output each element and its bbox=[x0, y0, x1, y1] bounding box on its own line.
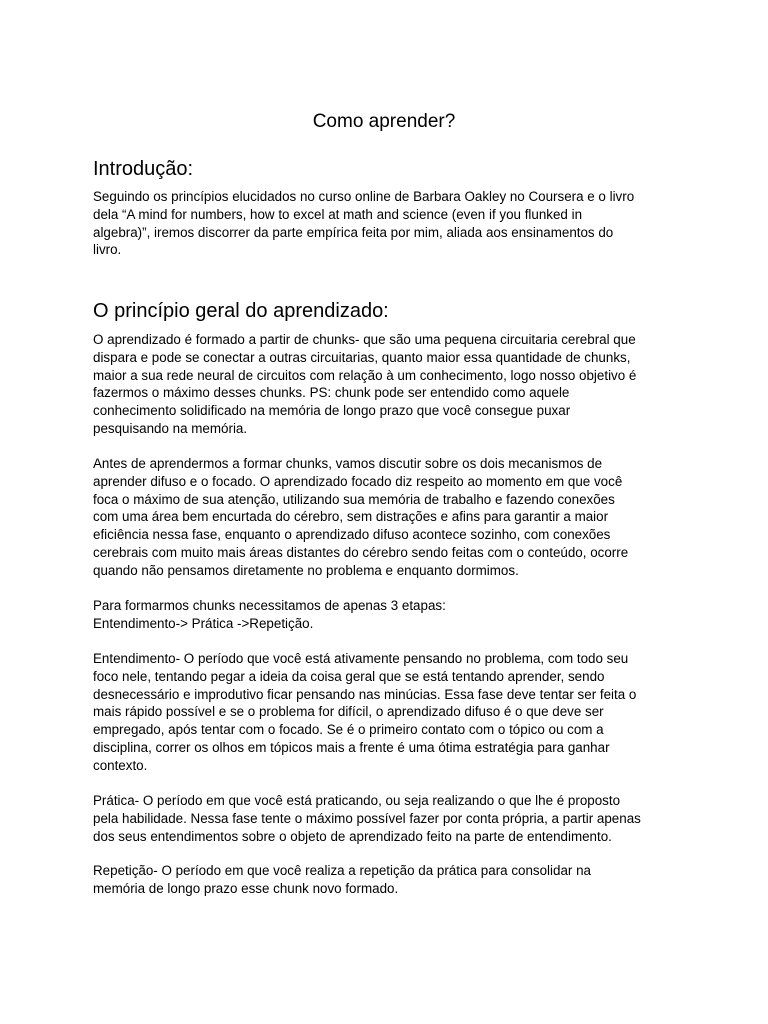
text-line: eficiência nessa fase, enquanto o aprendizado difuso acontece sozinho, com conexões bbox=[93, 527, 611, 543]
paragraph-repetition bbox=[93, 862, 683, 898]
text-line: pesquisando na memória. bbox=[93, 420, 248, 436]
text-line: mais rápido possível e se o problema for difícil, o aprendizado difuso é o que deve ser bbox=[93, 704, 604, 720]
text-line: com uma área bem encurtada do cérebro, sem distrações e afins para garantir a maior bbox=[93, 509, 609, 525]
paragraph-understanding bbox=[93, 650, 683, 775]
text-line: conhecimento solidificado na memória de longo prazo que você consegue puxar bbox=[93, 403, 571, 419]
text-line: livro. bbox=[93, 242, 122, 258]
text-line: maior a sua rede neural de circuitos com relação à um conhecimento, logo nosso objetivo é bbox=[93, 367, 637, 383]
section-heading-introduction: Introdução: bbox=[93, 158, 194, 180]
text-line: algebra)”, iremos discorrer da parte empírica feita por mim, aliada aos ensinamentos do bbox=[93, 224, 614, 240]
text-line: quando não pensamos diretamente no problema e enquanto dormimos. bbox=[93, 562, 519, 578]
text-line: dos seus entendimentos sobre o objeto de aprendizado feito na parte de entendimento. bbox=[93, 828, 612, 844]
text-line: O aprendizado é formado a partir de chunks- que são uma pequena circuitaria cerebral que bbox=[93, 332, 636, 347]
text-line: Repetição- O período em que você realiza a repetição da prática para consolidar na bbox=[93, 863, 591, 878]
text-line: dispara e pode se conectar a outras circuitarias, quanto maior essa quantidade de chunks, bbox=[93, 349, 631, 365]
text-line: fazermos o máximo desses chunks. PS: chunk pode ser entendido como aquele bbox=[93, 385, 570, 401]
document-title: Como aprender? bbox=[312, 111, 456, 132]
text-line: Prática- O período em que você está praticando, ou seja realizando o que lhe é proposto bbox=[93, 793, 621, 808]
text-line: Entendimento- O período que você está ativamente pensando no problema, com todo seu bbox=[93, 651, 629, 666]
text-line: cerebrais com muito mais áreas distantes do cérebro sendo feitas com o conteúdo, ocorre bbox=[93, 544, 629, 560]
text-line: pela habilidade. Nessa fase tente o máximo possível fazer por conta própria, a partir apenas bbox=[93, 810, 641, 826]
text-line: foco nele, tentando pegar a ideia da coisa geral que se está tentando aprender, sendo bbox=[93, 668, 605, 684]
text-line: Antes de aprendermos a formar chunks, vamos discutir sobre os dois mecanismos de bbox=[93, 456, 603, 471]
paragraph-learning-modes bbox=[93, 455, 683, 580]
text-line: desnecessário e improdutivo ficar pensando nas minúcias. Essa fase deve tentar ser feita o bbox=[93, 686, 637, 702]
section-heading-general-principle: O princípio geral do aprendizado: bbox=[93, 300, 389, 322]
paragraph-chunks bbox=[93, 331, 683, 438]
paragraph-practice bbox=[93, 792, 683, 845]
paragraph-steps bbox=[93, 597, 683, 633]
paragraph-introduction bbox=[93, 188, 683, 259]
text-line: empregado, após tentar com o focado. Se é o primeiro contato com o tópico ou com a bbox=[93, 722, 604, 738]
text-line: aprender difuso e o focado. O aprendizado focado diz respeito ao momento em que você bbox=[93, 473, 623, 489]
text-line: contexto. bbox=[93, 757, 148, 773]
text-line: Seguindo os princípios elucidados no curso online de Barbara Oakley no Coursera e o livro bbox=[93, 189, 635, 204]
text-line: memória de longo prazo esse chunk novo formado. bbox=[93, 880, 399, 896]
text-line: disciplina, correr os olhos em tópicos mais a frente é uma ótima estratégia para ganhar bbox=[93, 739, 610, 755]
text-line: Entendimento-> Prática ->Repetição. bbox=[93, 615, 314, 631]
text-line: Para formarmos chunks necessitamos de apenas 3 etapas: bbox=[93, 598, 446, 613]
text-line: foca o máximo de sua atenção, utilizando sua memória de trabalho e fazendo conexões bbox=[93, 491, 615, 507]
text-line: dela “A mind for numbers, how to excel at math and science (even if you flunked in bbox=[93, 206, 583, 222]
